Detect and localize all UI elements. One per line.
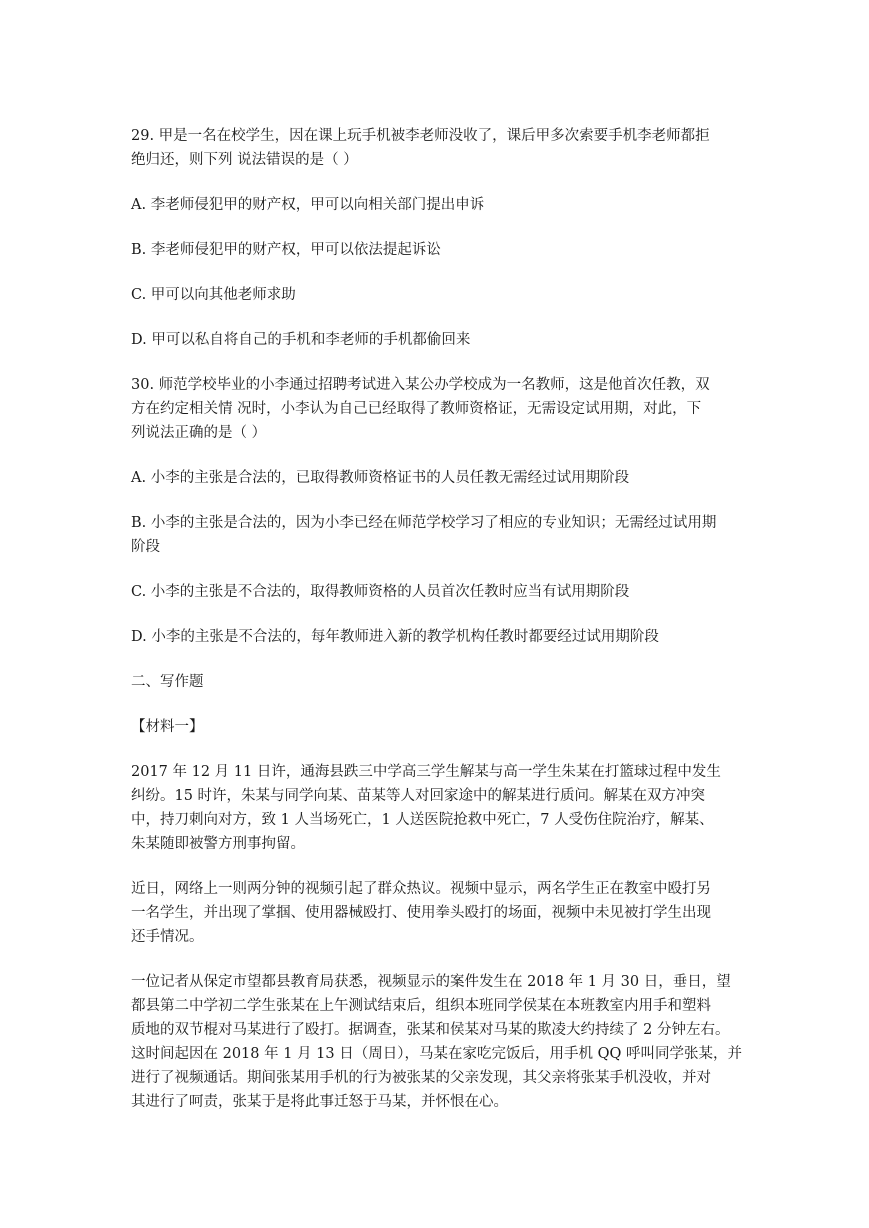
document-page (131, 124, 743, 1135)
material-paragraph-3-line-4: 这时间起因在 2018 年 1 月 13 日（周日），马某在家吃完饭后，用手机 QQ 呼叫同学张某，并 (131, 1046, 742, 1062)
material-paragraph-2-line-3: 还手情况。 (131, 929, 204, 945)
material-paragraph-2-line-2: 一名学生，并出现了掌掴、使用器械殴打、使用拳头殴打的场面，视频中未见被打学生出现 (131, 905, 711, 921)
question-30-stem-line-1: 30. 师范学校毕业的小李通过招聘考试进入某公办学校成为一名教师，这是他首次任教，双 (131, 377, 710, 393)
material-1-title: 【材料一】 (131, 719, 204, 735)
material-paragraph-2 (131, 877, 743, 949)
question-30-option-b-line-2: 阶段 (131, 539, 160, 555)
section-2-title: 二、写作题 (131, 674, 204, 690)
question-30-stem (131, 373, 743, 445)
material-paragraph-2-line-1: 近日，网络上一则两分钟的视频引起了群众热议。视频中显示，两名学生正在教室中殴打另 (131, 881, 711, 897)
question-30-option-c: C. 小李的主张是不合法的，取得教师资格的人员首次任教时应当有试用期阶段 (131, 584, 630, 600)
question-29-option-d: D. 甲可以私自将自己的手机和李老师的手机都偷回来 (131, 332, 471, 348)
material-paragraph-3-line-5: 进行了视频通话。期间张某用手机的行为被张某的父亲发现，其父亲将张某手机没收，并对 (131, 1070, 711, 1086)
material-paragraph-1-line-4: 朱某随即被警方刑事拘留。 (131, 836, 305, 852)
material-paragraph-3-line-2: 都县第二中学初二学生张某在上午测试结束后，组织本班同学侯某在本班教室内用手和塑料 (131, 998, 711, 1014)
question-30-option-a: A. 小李的主张是合法的，已取得教师资格证书的人员任教无需经过试用期阶段 (131, 470, 630, 486)
question-30-stem-line-2: 方在约定相关情 况时，小李认为自己已经取得了教师资格证，无需设定试用期，对此，下 (131, 401, 702, 417)
material-paragraph-1-line-2: 纠纷。15 时许，朱某与同学向某、苗某等人对回家途中的解某进行质问。解某在双方冲突 (131, 788, 706, 804)
question-30-stem-line-3: 列说法正确的是（ ） (131, 425, 267, 441)
material-paragraph-3-line-1: 一位记者从保定市望都县教育局获悉，视频显示的案件发生在 2018 年 1 月 30 日，垂日，望 (131, 974, 731, 990)
question-29-stem-line-2: 绝归还，则下列 说法错误的是（ ） (131, 152, 358, 168)
material-paragraph-1-line-1: 2017 年 12 月 11 日许，通海县跌三中学高三学生解某与高一学生朱某在打篮球过程中发生 (131, 764, 721, 780)
material-paragraph-3-line-3: 质地的双节棍对马某进行了殴打。据调查，张某和侯某对马某的欺凌大约持续了 2 分钟左右。 (131, 1022, 730, 1038)
question-30-option-b (131, 511, 743, 559)
material-paragraph-3 (131, 970, 743, 1114)
question-30-option-b-line-1: B. 小李的主张是合法的，因为小李已经在师范学校学习了相应的专业知识；无需经过试用期 (131, 515, 717, 531)
question-29-option-b: B. 李老师侵犯甲的财产权，甲可以依法提起诉讼 (131, 242, 441, 258)
material-paragraph-1 (131, 760, 743, 856)
question-29-stem (131, 124, 743, 172)
material-paragraph-3-line-6: 其进行了呵责，张某于是将此事迁怒于马某，并怀恨在心。 (131, 1094, 508, 1110)
question-29-option-c: C. 甲可以向其他老师求助 (131, 287, 296, 303)
material-paragraph-1-line-3: 中，持刀刺向对方，致 1 人当场死亡，1 人送医院抢救中死亡，7 人受伤住院治疗，解某、 (131, 812, 714, 828)
question-29-option-a: A. 李老师侵犯甲的财产权，甲可以向相关部门提出申诉 (131, 197, 485, 213)
question-30-option-d: D. 小李的主张是不合法的，每年教师进入新的教学机构任教时都要经过试用期阶段 (131, 629, 659, 645)
question-29-stem-line-1: 29. 甲是一名在校学生，因在课上玩手机被李老师没收了，课后甲多次索要手机李老师都拒 (131, 128, 710, 144)
